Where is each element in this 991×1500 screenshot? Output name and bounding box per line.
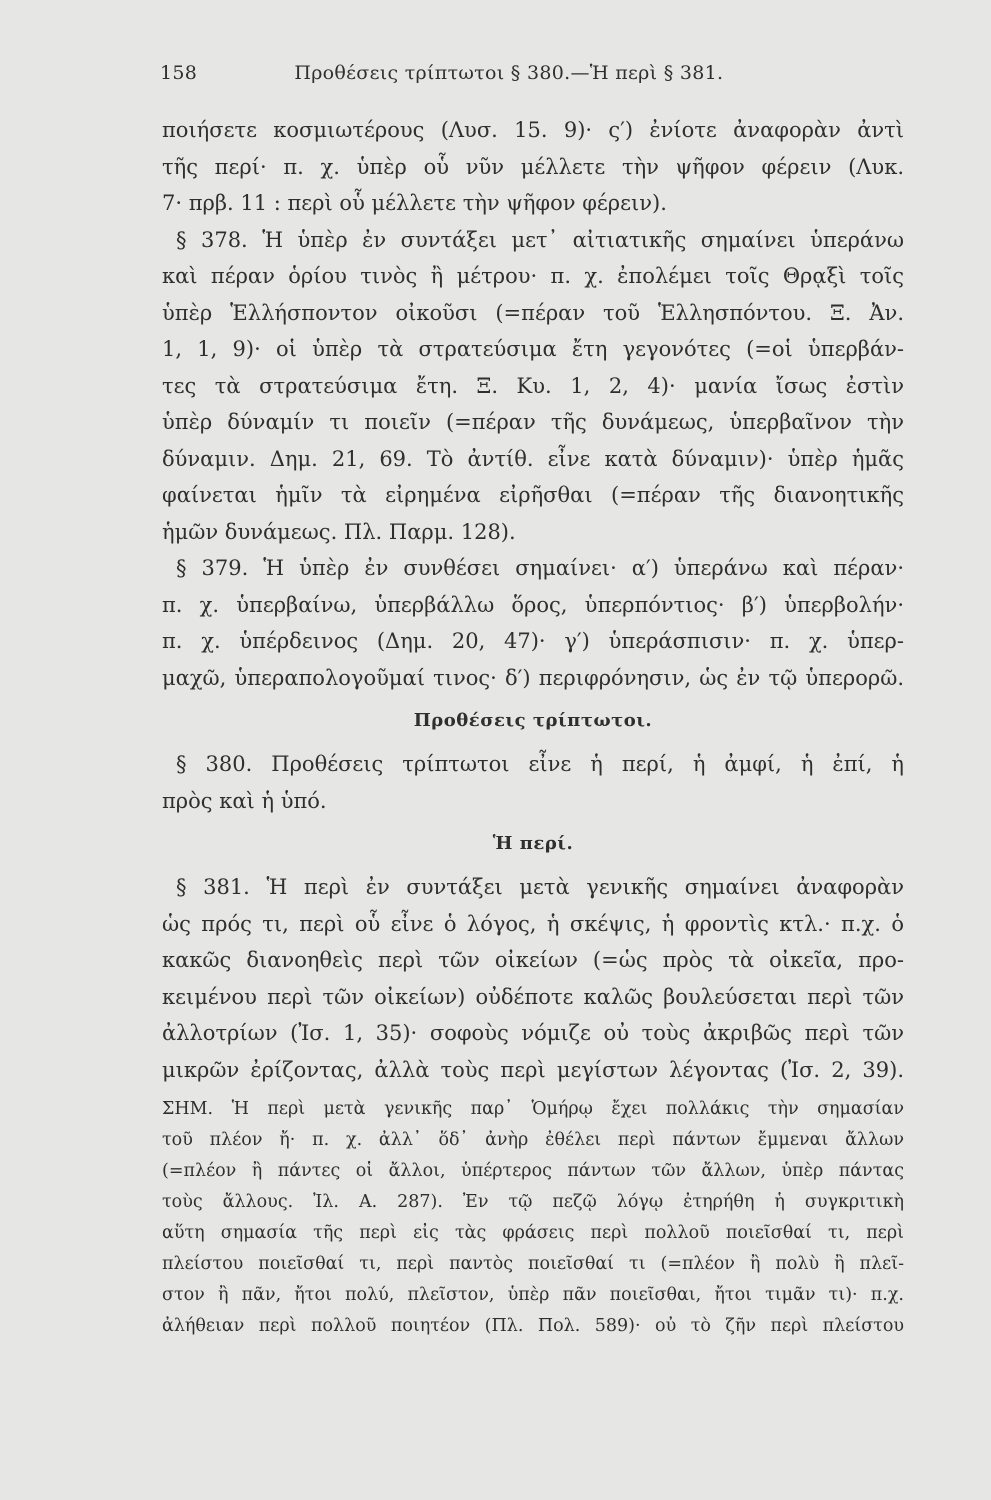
text-line: ὡς πρός τι, περὶ οὗ εἶνε ὁ λόγος, ἡ σκέψις, ἡ φροντὶς κτλ.· π.χ. ὁ [162, 911, 904, 936]
note-line: πλείστου ποιεῖσθαί τι, περὶ παντὸς ποιεῖσθαί τι (=πλέον ἢ πολὺ ἢ πλεῖ- [162, 1254, 904, 1274]
text-line: π. χ. ὑπέρδεινος (Δημ. 20, 47)· γ′) ὑπεράσπισιν· π. χ. ὑπερ- [162, 629, 904, 653]
note-line: ἀλήθειαν περὶ πολλοῦ ποιητέον (Πλ. Πολ. 589)· οὐ τὸ ζῆν περὶ πλείστου [162, 1316, 904, 1336]
main-text [162, 112, 904, 1342]
text-line: 7· πρβ. 11 : περὶ οὗ μέλλετε τὴν ψῆφον φέρειν). [162, 191, 667, 215]
text-line: ποιήσετε κοσμιωτέρους (Λυσ. 15. 9)· ς′) ἐνίοτε ἀναφορὰν ἀντὶ [162, 118, 904, 142]
text-line: π. χ. ὑπερβαίνω, ὑπερβάλλω ὅρος, ὑπερπόντιος· β′) ὑπερβολήν· [162, 592, 904, 617]
page-number: 158 [160, 62, 198, 84]
text-line: ὑπὲρ δύναμίν τι ποιεῖν (=πέραν τῆς δυνάμεως, ὑπερβαῖνον τὴν [162, 410, 904, 434]
note-line: τοῦ πλέον ἤ· π. χ. ἀλλ᾽ ὅδ᾽ ἀνὴρ ἐθέλει περὶ πάντων ἔμμεναι ἄλλων [162, 1130, 904, 1150]
text-line: τῆς περί· π. χ. ὑπὲρ οὗ νῦν μέλλετε τὴν ψῆφον φέρειν (Λυκ. [162, 154, 904, 179]
section-380-start: § 380. Προθέσεις τρίπτωτοι εἶνε ἡ περί, ἡ ἀμφί, ἡ ἐπί, ἡ [176, 752, 904, 776]
section-381-start: § 381. Ἡ περὶ ἐν συντάξει μετὰ γενικῆς σημαίνει ἀναφορὰν [176, 875, 904, 899]
section-heading: Προθέσεις τρίπτωτοι. [413, 710, 653, 731]
text-line: ἀλλοτρίων (Ἰσ. 1, 35)· σοφοὺς νόμιζε οὐ τοὺς ἀκριβῶς περὶ τῶν [162, 1021, 904, 1045]
text-line: τες τὰ στρατεύσιμα ἔτη. Ξ. Κυ. 1, 2, 4)· μανία ἴσως ἐστὶν [162, 373, 904, 398]
running-head [160, 62, 880, 84]
text-line: μαχῶ, ὑπεραπολογοῦμαί τινος· δ′) περιφρόνησιν, ὡς ἐν τῷ ὑπερορῶ. [162, 665, 904, 690]
section-378-start: § 378. Ἡ ὑπὲρ ἐν συντάξει μετ᾽ αἰτιατικῆς σημαίνει ὑπεράνω [176, 227, 904, 252]
note-line: τοὺς ἄλλους. Ἰλ. Α. 287). Ἐν τῷ πεζῷ λόγῳ ἐτηρήθη ἡ συγκριτικὴ [162, 1192, 904, 1212]
note-line: στον ἢ πᾶν, ἤτοι πολύ, πλεῖστον, ὑπὲρ πᾶν ποιεῖσθαι, ἤτοι τιμᾶν τι)· π.χ. [162, 1285, 904, 1305]
subsection-heading: Ἡ περί. [492, 833, 574, 854]
text-line: ἡμῶν δυνάμεως. Πλ. Παρμ. 128). [162, 519, 516, 544]
text-line: κακῶς διανοηθεὶς περὶ τῶν οἰκείων (=ὡς πρὸς τὰ οἰκεῖα, προ- [162, 948, 904, 972]
text-line: 1, 1, 9)· οἱ ὑπὲρ τὰ στρατεύσιμα ἔτη γεγονότες (=οἱ ὑπερβάν- [162, 337, 904, 361]
running-title: Προθέσεις τρίπτωτοι § 380.—Ἡ περὶ § 381. [294, 62, 724, 84]
text-line: καὶ πέραν ὁρίου τινὸς ἢ μέτρου· π. χ. ἐπολέμει τοῖς Θρᾳξὶ τοῖς [162, 264, 904, 288]
text-line: κειμένου περὶ τῶν οἰκείων) οὐδέποτε καλῶς βουλεύσεται περὶ τῶν [162, 984, 904, 1009]
text-line: πρὸς καὶ ἡ ὑπό. [162, 788, 327, 813]
note-line: (=πλέον ἢ πάντες οἱ ἄλλοι, ὑπέρτερος πάντων τῶν ἄλλων, ὑπὲρ πάντας [162, 1161, 904, 1181]
text-line: δύναμιν. Δημ. 21, 69. Τὸ ἀντίθ. εἶνε κατὰ δύναμιν)· ὑπὲρ ἡμᾶς [162, 446, 904, 471]
note-line: ΣΗΜ. Ἡ περὶ μετὰ γενικῆς παρ᾽ Ὁμήρῳ ἔχει πολλάκις τὴν σημασίαν [162, 1099, 904, 1119]
text-line: φαίνεται ἡμῖν τὰ εἰρημένα εἰρῆσθαι (=πέραν τῆς διανοητικῆς [162, 483, 904, 507]
text-line: ὑπὲρ Ἑλλήσποντον οἰκοῦσι (=πέραν τοῦ Ἑλλησπόντου. Ξ. Ἀν. [162, 300, 904, 325]
footnote-block [162, 1094, 904, 1342]
section-379-start: § 379. Ἡ ὑπὲρ ἐν συνθέσει σημαίνει· α′) ὑπεράνω καὶ πέραν· [176, 556, 904, 580]
note-line: αὕτη σημασία τῆς περὶ εἰς τὰς φράσεις περὶ πολλοῦ ποιεῖσθαί τι, περὶ [162, 1223, 904, 1243]
text-line: μικρῶν ἐρίζοντας, ἀλλὰ τοὺς περὶ μεγίστων λέγοντας (Ἰσ. 2, 39). [162, 1057, 904, 1082]
